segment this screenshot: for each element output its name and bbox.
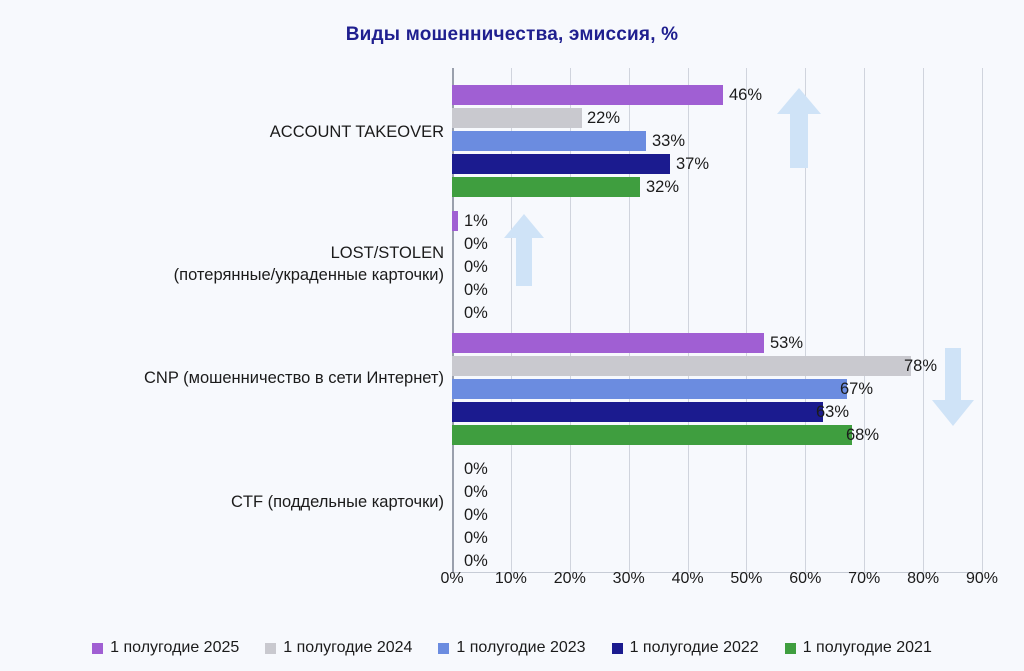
bar-value-label: 0% xyxy=(464,304,488,322)
bar-row xyxy=(452,401,982,423)
down-arrow-cnp xyxy=(932,348,974,431)
bar-row xyxy=(452,504,982,526)
bar-2024[interactable] xyxy=(452,356,911,376)
legend-label: 1 полугодие 2022 xyxy=(629,639,759,656)
up-arrow-account-takeover xyxy=(777,88,821,173)
bar-value-label: 0% xyxy=(464,506,488,524)
legend-swatch-icon xyxy=(612,643,623,654)
bar-row xyxy=(452,550,982,572)
legend-swatch-icon xyxy=(92,643,103,654)
bar-row xyxy=(452,458,982,480)
bar-2024[interactable] xyxy=(452,108,582,128)
bar-value-label: 37% xyxy=(676,155,710,173)
bar-row xyxy=(452,378,982,400)
bar-2021[interactable] xyxy=(452,425,852,445)
x-tick: 30% xyxy=(612,570,645,587)
bar-value-label: 1% xyxy=(464,212,488,230)
bar-2021[interactable] xyxy=(452,177,640,197)
bar-value-label: 46% xyxy=(729,86,763,104)
legend-item-2025[interactable] xyxy=(92,639,239,657)
bar-row xyxy=(452,355,982,377)
bar-value-label: 78% xyxy=(904,357,938,375)
bar-value-label: 0% xyxy=(464,281,488,299)
bar-value-label: 63% xyxy=(816,403,850,421)
legend-label: 1 полугодие 2021 xyxy=(802,639,932,656)
category-label-lost-stolen-line1: LOST/STOLEN xyxy=(330,244,444,262)
up-arrow-lost-stolen xyxy=(504,214,544,291)
gridline-90 xyxy=(982,68,983,573)
bar-value-label: 68% xyxy=(846,426,880,444)
bar-value-label: 22% xyxy=(587,109,621,127)
bar-2025[interactable] xyxy=(452,211,458,231)
bar-row xyxy=(452,481,982,503)
bar-row xyxy=(452,107,982,129)
legend-item-2022[interactable] xyxy=(612,639,759,657)
category-label-account-takeover: ACCOUNT TAKEOVER xyxy=(269,123,444,141)
x-tick: 90% xyxy=(965,570,999,587)
bar-value-label: 53% xyxy=(770,334,804,352)
bar-2025[interactable] xyxy=(452,85,723,105)
bar-row xyxy=(452,302,982,324)
bar-value-label: 32% xyxy=(646,178,680,196)
bar-row xyxy=(452,332,982,354)
x-tick: 20% xyxy=(553,570,586,587)
bar-value-label: 67% xyxy=(840,380,874,398)
x-tick: 0% xyxy=(440,570,464,587)
legend-swatch-icon xyxy=(438,643,449,654)
chart-title: Виды мошенничества, эмиссия, % xyxy=(345,24,679,45)
bar-row xyxy=(452,130,982,152)
bar-row xyxy=(452,84,982,106)
bar-value-label: 33% xyxy=(652,132,686,150)
chart-legend xyxy=(0,639,1024,657)
bar-row xyxy=(452,176,982,198)
x-tick: 60% xyxy=(789,570,822,587)
bar-group-cnp xyxy=(452,332,982,447)
legend-label: 1 полугодие 2024 xyxy=(283,639,413,656)
bar-2022[interactable] xyxy=(452,154,670,174)
bar-row xyxy=(452,153,982,175)
category-label-lost-stolen-line2: (потерянные/украденные карточки) xyxy=(173,266,444,284)
category-label-ctf: CTF (поддельные карточки) xyxy=(230,493,444,511)
bar-2023[interactable] xyxy=(452,379,847,399)
x-tick: 10% xyxy=(494,570,527,587)
x-axis-ticks xyxy=(440,570,999,594)
bar-2025[interactable] xyxy=(452,333,764,353)
bar-value-label: 0% xyxy=(464,529,488,547)
legend-label: 1 полугодие 2023 xyxy=(456,639,586,656)
legend-label: 1 полугодие 2025 xyxy=(110,639,240,656)
bar-value-label: 0% xyxy=(464,483,488,501)
bar-group-account-takeover xyxy=(452,84,982,199)
x-tick: 50% xyxy=(730,570,763,587)
x-tick: 80% xyxy=(907,570,940,587)
bar-row xyxy=(452,424,982,446)
legend-swatch-icon xyxy=(785,643,796,654)
bar-row xyxy=(452,527,982,549)
x-tick: 70% xyxy=(848,570,881,587)
bar-value-label: 0% xyxy=(464,552,488,570)
bar-2023[interactable] xyxy=(452,131,646,151)
legend-item-2024[interactable] xyxy=(265,639,412,657)
bar-2022[interactable] xyxy=(452,402,823,422)
plot-area xyxy=(452,68,982,573)
legend-item-2023[interactable] xyxy=(438,639,585,657)
legend-item-2021[interactable] xyxy=(785,639,932,657)
category-label-cnp: CNP (мошенничество в сети Интернет) xyxy=(144,369,444,387)
bar-value-label: 0% xyxy=(464,258,488,276)
bar-value-label: 0% xyxy=(464,460,488,478)
bar-group-ctf xyxy=(452,458,982,573)
bar-value-label: 0% xyxy=(464,235,488,253)
x-tick: 40% xyxy=(671,570,704,587)
legend-swatch-icon xyxy=(265,643,276,654)
